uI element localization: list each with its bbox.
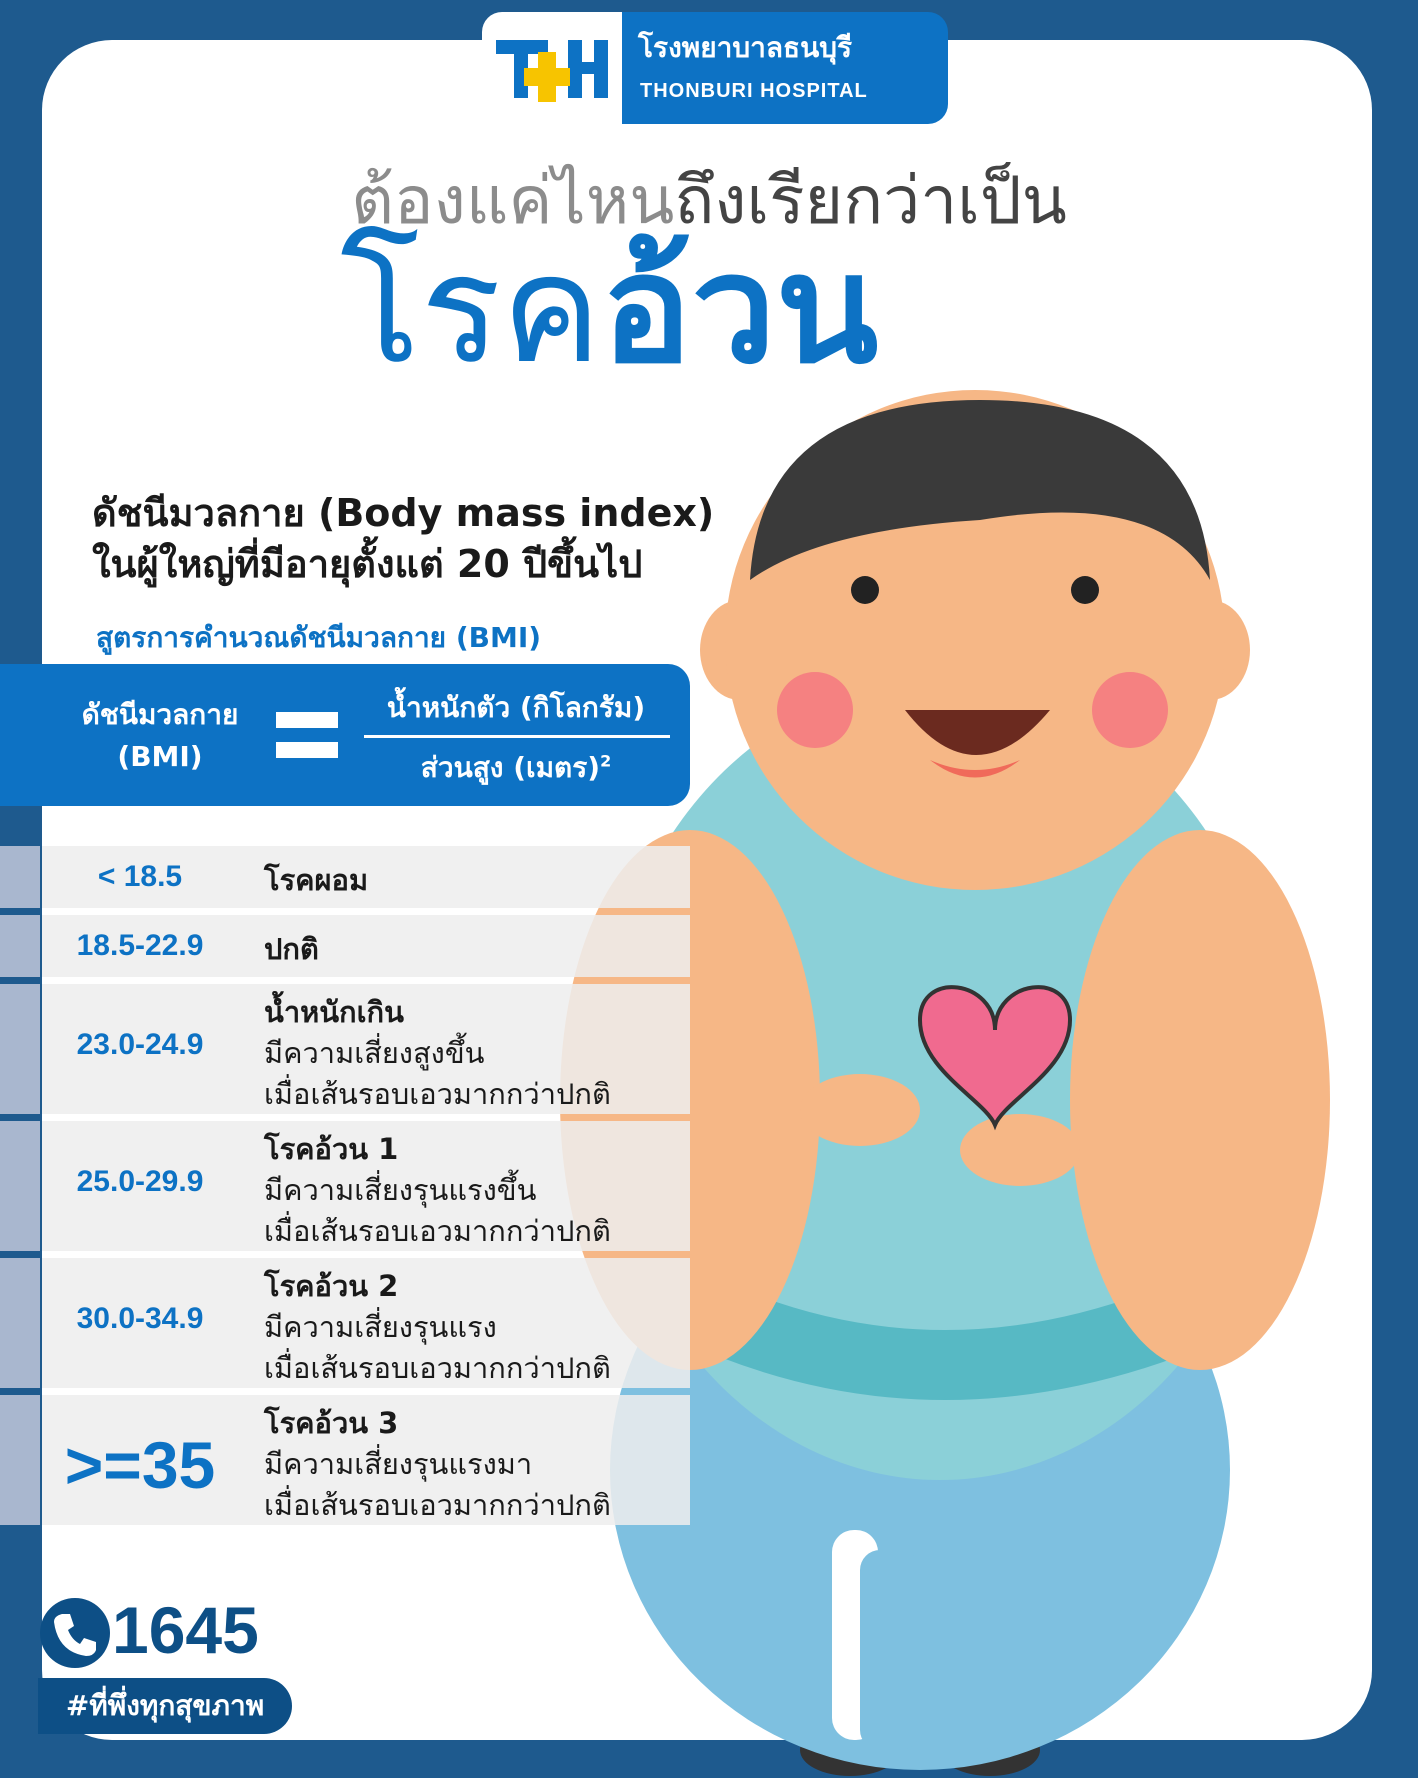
bmi-note: เมื่อเส้นรอบเอวมากกว่าปกติ bbox=[264, 1488, 611, 1523]
logo-english-name: THONBURI HOSPITAL bbox=[640, 80, 868, 102]
headline-light: ต้องแค่ไหน bbox=[351, 162, 675, 239]
right-arm bbox=[1070, 830, 1330, 1370]
hashtag-badge: #ที่พึ่งทุกสุขภาพ bbox=[38, 1678, 292, 1734]
right-eye bbox=[1071, 576, 1099, 604]
bmi-range: < 18.5 bbox=[97, 860, 183, 893]
bmi-row bbox=[0, 915, 690, 977]
equals-sign-icon bbox=[276, 712, 338, 772]
right-cheek bbox=[1092, 672, 1168, 748]
right-hand bbox=[960, 1114, 1080, 1186]
bmi-risk: มีความเสี่ยงสูงขึ้น bbox=[264, 1036, 485, 1071]
th-logo-icon bbox=[482, 12, 622, 124]
phone-number[interactable]: 1645 bbox=[112, 1593, 259, 1667]
bmi-category: โรคอ้วน 3 bbox=[264, 1406, 399, 1440]
bmi-category: ปกติ bbox=[264, 932, 319, 966]
bmi-note: เมื่อเส้นรอบเอวมากกว่าปกติ bbox=[264, 1214, 611, 1249]
left-cheek bbox=[777, 672, 853, 748]
bmi-range: 18.5-22.9 bbox=[76, 929, 204, 962]
left-eye bbox=[851, 576, 879, 604]
hospital-logo bbox=[482, 12, 948, 124]
formula-left bbox=[60, 694, 260, 778]
headline-dark: ถึงเรียกว่าเป็น bbox=[674, 162, 1067, 239]
bmi-category: น้ำหนักเกิน bbox=[264, 995, 404, 1029]
logo-thai-name: โรงพยาบาลธนบุรี bbox=[638, 31, 853, 64]
formula-denominator bbox=[362, 746, 670, 790]
denominator-exponent: 2 bbox=[600, 751, 612, 771]
bmi-category: โรคอ้วน 1 bbox=[264, 1132, 399, 1166]
formula-left-line2: (BMI) bbox=[117, 740, 203, 773]
subtitle-line1: ดัชนีมวลกาย (Body mass index) bbox=[92, 491, 715, 535]
logo-text-box bbox=[622, 12, 948, 124]
headline-main bbox=[340, 223, 879, 397]
bmi-range: 23.0-24.9 bbox=[76, 1028, 204, 1061]
bmi-row bbox=[0, 984, 690, 1114]
subtitle-line2: ในผู้ใหญ่ที่มีอายุตั้งแต่ 20 ปีขึ้นไป bbox=[92, 542, 643, 587]
bmi-range: 25.0-29.9 bbox=[76, 1165, 204, 1198]
bmi-row bbox=[0, 1121, 690, 1251]
bmi-category: โรคอ้วน 2 bbox=[264, 1269, 399, 1303]
bmi-subtitle bbox=[92, 488, 714, 591]
bmi-range: >=35 bbox=[64, 1428, 216, 1502]
formula-title: สูตรการคำนวณดัชนีมวลกาย (BMI) bbox=[96, 621, 542, 654]
formula-left-line1: ดัชนีมวลกาย bbox=[81, 698, 239, 731]
bmi-risk: มีความเสี่ยงรุนแรง bbox=[264, 1310, 497, 1345]
bmi-risk: มีความเสี่ยงรุนแรงขึ้น bbox=[264, 1173, 537, 1208]
phone-icon bbox=[40, 1598, 110, 1668]
bmi-risk: มีความเสี่ยงรุนแรงมา bbox=[264, 1447, 533, 1482]
bmi-note: เมื่อเส้นรอบเอวมากกว่าปกติ bbox=[264, 1351, 611, 1386]
bmi-category: โรคผอม bbox=[264, 863, 369, 897]
bmi-range: 30.0-34.9 bbox=[76, 1302, 204, 1335]
bmi-row bbox=[0, 1395, 690, 1525]
bmi-note: เมื่อเส้นรอบเอวมากกว่าปกติ bbox=[264, 1077, 611, 1112]
bmi-row bbox=[0, 846, 690, 908]
bmi-formula bbox=[0, 664, 690, 806]
headline-main-regular: โรค bbox=[340, 223, 602, 397]
left-hand bbox=[800, 1074, 920, 1146]
headline-main-bold: อ้วน bbox=[601, 223, 879, 397]
formula-numerator: น้ำหนักตัว (กิโลกรัม) bbox=[386, 691, 646, 724]
fraction-line bbox=[364, 735, 670, 738]
bmi-row bbox=[0, 1258, 690, 1388]
denominator-text: ส่วนสูง (เมตร) bbox=[420, 751, 601, 784]
